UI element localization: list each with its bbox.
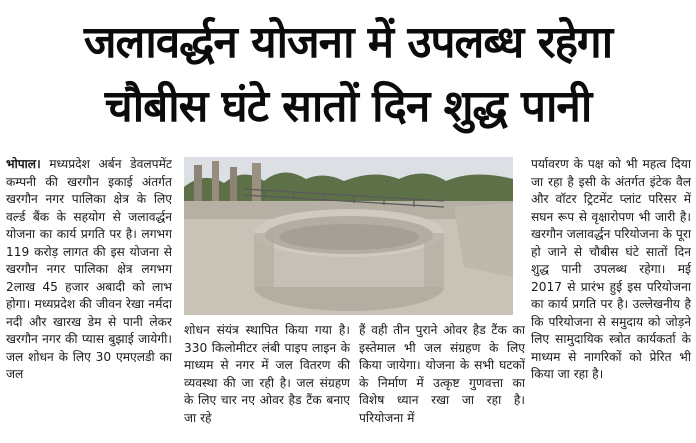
article-text-2: शोधन संयंत्र स्थापित किया गया है। 330 किलोमीटर लंबी पाइप लाइन के माध्यम से नगर में जल वितरण की व्यवस्था की जा रही है। जल संग्रहण के लिए चार नए ओवर हैड टैंक बनाए जा रहे <box>184 323 350 425</box>
article-column-4 <box>531 156 691 441</box>
article-column-3 <box>359 322 525 440</box>
headline <box>0 0 696 140</box>
article-text-4: पर्यावरण के पक्ष को भी महत्व दिया जा रहा है इसी के अंतर्गत इंटेक वैल और वॉटर ट्रिटमेंट प्लांट परिसर में सघन रूप से वृक्षारोपण भी जारी है। खरगौन जलावर्द्धन परियोजना के पूरा हो जाने से चौबीस घंटे सातों दिन शुद्ध पानी उपलब्ध रहेगा। मई 2017 से प्रारंभ हुई इस परियोजना का कार्य प्रगति पर है। उल्लेखनीय है कि परियोजना से समुदाय को जोड़ने लिए सामुदायिक स्त्रोत कार्यकर्ता के माध्यम से नागरिकों को प्रेरित भी किया जा रहा है। <box>531 157 691 381</box>
headline-line-1: जलावर्द्धन योजना में उपलब्ध रहेगा <box>83 17 613 68</box>
article-text-1: मध्यप्रदेश अर्बन डेवलपमेंट कम्पनी की खरगौन इकाई अंतर्गत खरगौन नगर पालिका क्षेत्र के लिए वर्ल्ड बैंक के सहयोग से जलावर्द्धन योजना का कार्य प्रगति पर है। लगभग 119 करोड़ लागत की इस योजना से खरगौन नगर पालिका क्षेत्र लगभग 2लाख 45 हजार अबादी को लाभ होगा। मध्यप्रदेश की जीवन रेखा नर्मदा नदी और खारख डेम से पानी लेकर खरगौन नगर की प्यास बुझाई जायेगी। जल शोधन के लिए 30 एमएलडी का जल <box>6 157 172 381</box>
news-photo <box>184 157 513 315</box>
article-column-1 <box>6 156 172 441</box>
dateline: भोपाल। <box>6 157 41 171</box>
article-column-2 <box>184 322 350 440</box>
article-text-3: हैं वही तीन पुराने ओवर हैड टैंक का इस्तेमाल भी जल संग्रहण के लिए किया जायेगा। योजना के सभी घटकों के निर्माण में उत्कृष्ट गुणवत्ता का विशेष ध्यान रखा जा रहा है। परियोजना में <box>359 323 525 425</box>
headline-line-2: चौबीस घंटे सातों दिन शुद्ध पानी <box>104 81 592 132</box>
